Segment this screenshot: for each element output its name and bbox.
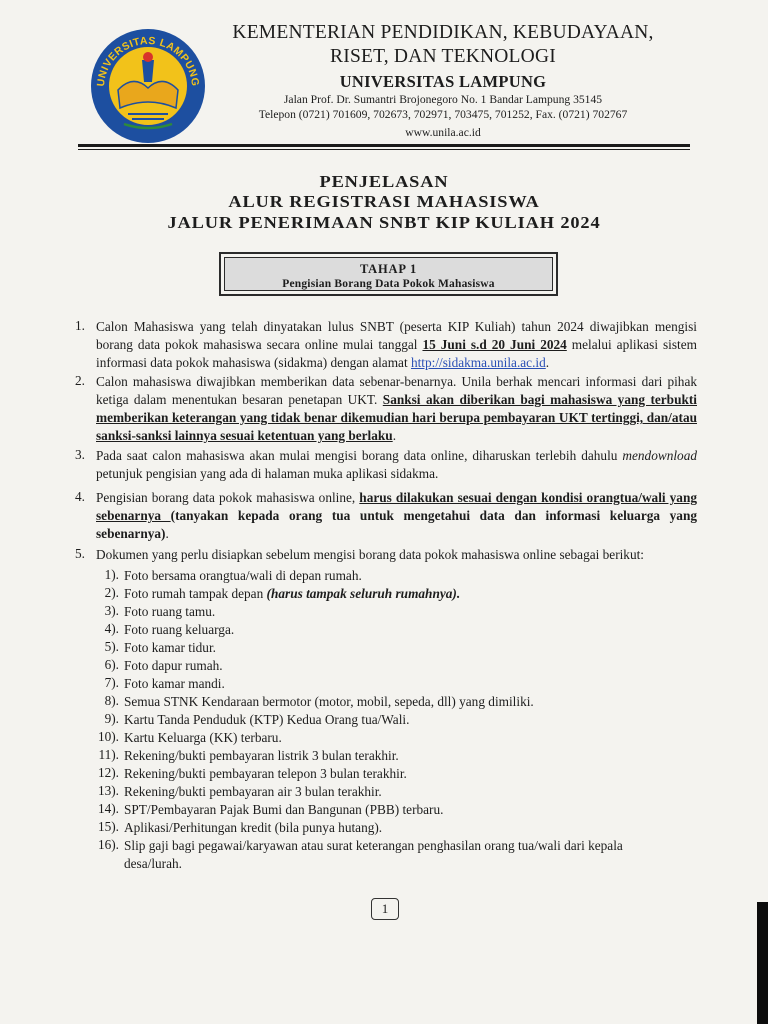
doc-item: Foto kamar mandi. [124, 676, 225, 691]
doc-item [124, 585, 684, 603]
doc-item: Foto ruang keluarga. [124, 622, 235, 637]
doc-number: 15). [97, 819, 119, 834]
doc-item-emphasis: (harus tampak seluruh rumahnya). [266, 586, 461, 601]
doc-item: Slip gaji bagi pegawai/karyawan atau surat keterangan penghasilan orang tua/wali dari kepala desa/lurah. [124, 838, 623, 871]
item-1-text [96, 318, 697, 372]
logo-text: UNIVERSITAS LAMPUNG [94, 34, 202, 88]
doc-number: 1). [104, 567, 119, 582]
doc-number: 4). [104, 621, 119, 636]
doc-item: Foto ruang tamu. [124, 604, 216, 619]
doc-number: 7). [104, 675, 119, 690]
sanction-notice: Sanksi akan diberikan bagi mahasiswa yang terbukti memberikan keterangan yang tidak benar dikemudian hari berupa pembayaran UKT tertinggi, dan/atau sanksi-sanksi lainnya sesuai ketentuan yang berlaku [96, 392, 697, 443]
item-3-text [96, 447, 697, 483]
item-number: 3. [75, 447, 85, 462]
item-4-underlined: harus dilakukan sesuai dengan kondisi orangtua/wali yang sebenarnya [96, 490, 697, 523]
doc-item: Foto bersama orangtua/wali di depan rumah. [124, 568, 362, 583]
doc-number: 14). [97, 801, 119, 816]
doc-item: Kartu Tanda Penduduk (KTP) Kedua Orang tua/Wali. [124, 712, 410, 727]
stage-title: TAHAP 1 [359, 262, 418, 276]
doc-title-line1: PENJELASAN [319, 172, 449, 191]
doc-item: Rekening/bukti pembayaran listrik 3 bulan terakhir. [124, 748, 399, 763]
doc-number: 9). [104, 711, 119, 726]
ministry-name-line1: KEMENTERIAN PENDIDIKAN, KEBUDAYAAN, [232, 22, 654, 43]
doc-number: 6). [104, 657, 119, 672]
doc-number: 2). [104, 585, 119, 600]
item-number: 4. [75, 489, 85, 504]
doc-item: Rekening/bukti pembayaran air 3 bulan terakhir. [124, 784, 382, 799]
stage-box [219, 252, 558, 296]
stage-subtitle: Pengisian Borang Data Pokok Mahasiswa [282, 278, 495, 290]
item-3-part-b: petunjuk pengisian yang ada di halaman muka aplikasi sidakma. [96, 466, 439, 481]
doc-item: Semua STNK Kendaraan bermotor (motor, mobil, sepeda, dll) yang dimiliki. [124, 694, 534, 709]
doc-number: 13). [97, 783, 119, 798]
stage-box-inner [224, 257, 553, 291]
doc-number: 5). [104, 639, 119, 654]
item-4-part-b: . [165, 526, 169, 541]
item-2-part-b: . [392, 428, 397, 443]
scan-edge-shadow [757, 902, 768, 1024]
item-number: 5. [75, 546, 85, 561]
item-3-part-a: Pada saat calon mahasiswa akan mulai mengisi borang data online, diharuskan terlebih dahulu [96, 448, 623, 463]
doc-item: Aplikasi/Perhitungan kredit (bila punya hutang). [124, 820, 383, 835]
address: Jalan Prof. Dr. Sumantri Brojonegoro No. 1 Bandar Lampung 35145 [283, 93, 603, 106]
doc-item: Foto kamar tidur. [124, 640, 216, 655]
letterhead-divider-thick [78, 144, 690, 147]
doc-item: SPT/Pembayaran Pajak Bumi dan Bangunan (PBB) terbaru. [124, 802, 444, 817]
doc-item: Foto dapur rumah. [124, 658, 223, 673]
item-1-part-c: . [545, 355, 550, 370]
doc-item: Kartu Keluarga (KK) terbaru. [124, 730, 282, 745]
item-3-italic: mendownload [622, 448, 697, 463]
item-4-text [96, 489, 697, 543]
doc-title-line3: JALUR PENERIMAAN SNBT KIP KULIAH 2024 [167, 213, 601, 232]
registration-dates: 15 Juni s.d 20 Juni 2024 [422, 337, 567, 352]
letterhead-divider-thin [78, 149, 690, 150]
university-name: UNIVERSITAS LAMPUNG [339, 72, 547, 91]
phone-fax: Telepon (0721) 701609, 702673, 702971, 703475, 701252, Fax. (0721) 702767 [258, 108, 628, 121]
doc-number: 16). [97, 837, 119, 852]
item-4-bold: (tanyakan kepada orang tua untuk mengetahui data dan informasi keluarga yang sebenarnya) [96, 508, 697, 541]
doc-number: 3). [104, 603, 119, 618]
doc-item-text: Foto rumah tampak depan [124, 586, 267, 601]
item-1-part-a: Calon Mahasiswa yang telah dinyatakan lulus SNBT (peserta KIP Kuliah) tahun 2024 diwajibkan mengisi borang data pokok mahasiswa secara online mulai tanggal [96, 319, 697, 352]
ministry-name-line2: RISET, DAN TEKNOLOGI [330, 46, 556, 67]
doc-number: 12). [97, 765, 119, 780]
doc-title-line2: ALUR REGISTRASI MAHASISWA [228, 192, 540, 211]
page-number: 1 [371, 898, 399, 920]
sidakma-link[interactable]: http://sidakma.unila.ac.id [410, 355, 546, 370]
website[interactable]: www.unila.ac.id [405, 126, 481, 139]
doc-item: Rekening/bukti pembayaran telepon 3 bulan terakhir. [124, 766, 407, 781]
item-2-part-a: Calon mahasiswa diwajibkan memberikan data sebenar-benarnya. Unila berhak mencari informasi dari pihak ketiga dalam menentukan besaran penetapan UKT. [96, 374, 697, 407]
item-4-part-a: Pengisian borang data pokok mahasiswa online, [96, 490, 360, 505]
doc-number: 11). [98, 747, 119, 762]
item-1-part-b: melalui aplikasi sistem informasi data pokok mahasiswa (sidakma) dengan alamat [96, 337, 697, 370]
doc-number: 8). [104, 693, 119, 708]
item-number: 2. [75, 373, 85, 388]
item-5-text: Dokumen yang perlu disiapkan sebelum mengisi borang data pokok mahasiswa online sebagai berikut: [96, 547, 644, 562]
university-logo [88, 26, 208, 146]
item-2-text [96, 373, 697, 445]
doc-number: 10). [97, 729, 119, 744]
item-number: 1. [75, 318, 85, 333]
